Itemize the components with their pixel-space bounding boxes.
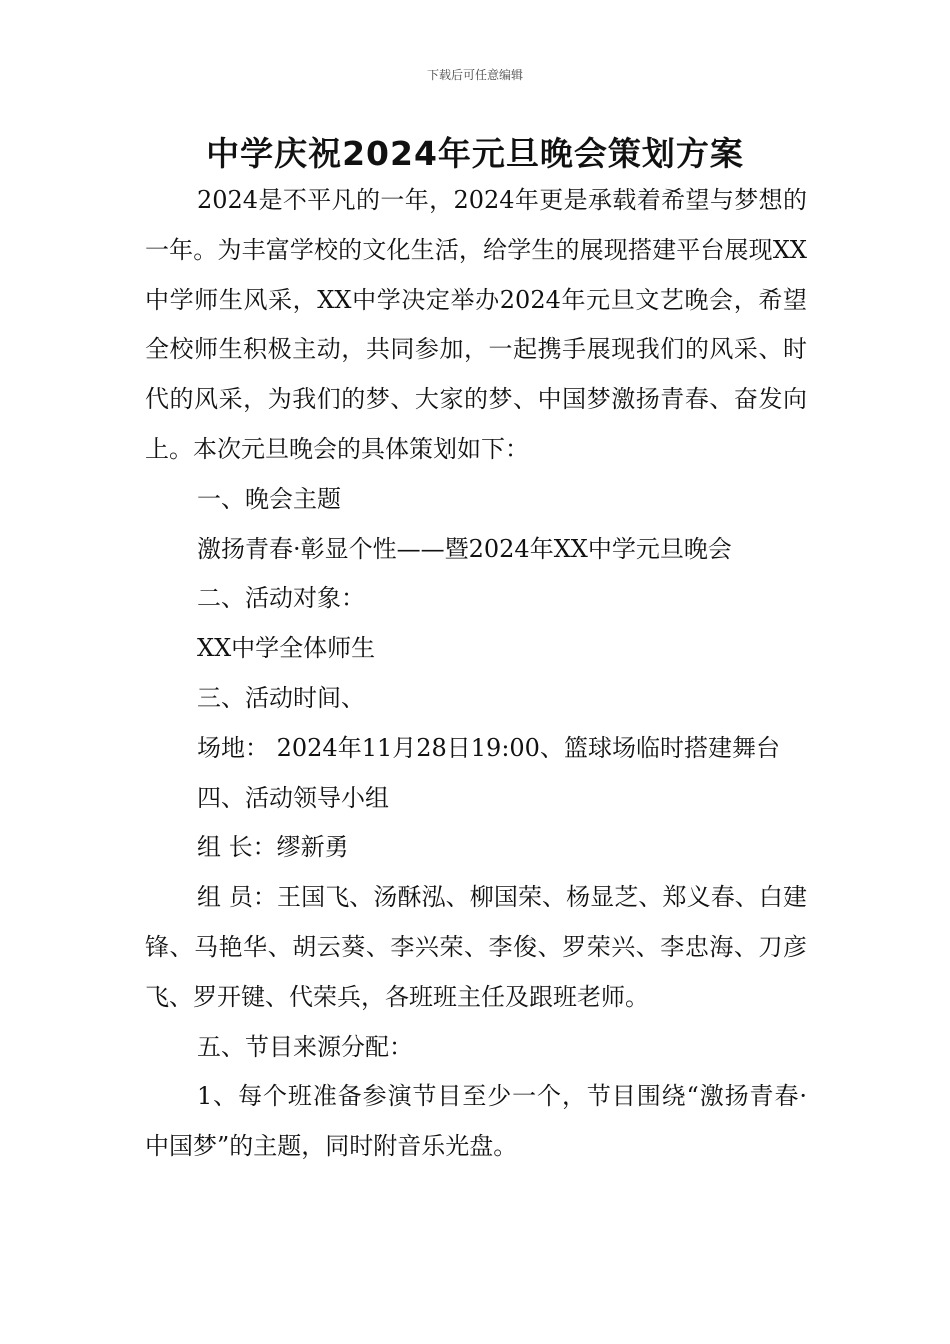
section-heading-programs: 五、节目来源分配： <box>197 1032 413 1061</box>
section-heading-theme: 一、晚会主题 <box>197 484 341 513</box>
header-note: 下载后可任意编辑 <box>426 68 523 82</box>
theme-text: 激扬青春·彰显个性——暨2024年XX中学元旦晚会 <box>197 534 732 563</box>
time-venue-text: 场地： 2024年11月28日19:00、篮球场临时搭建舞台 <box>197 733 780 762</box>
document-title: 中学庆祝2024年元旦晚会策划方案 <box>206 134 744 173</box>
intro-paragraph: 2024是不平凡的一年，2024年更是承载着希望与梦想的一年。为丰富学校的文化生活，给学生的展现搭建平台展现XX中学师生风采，XX中学决定举办2024年元旦文艺晚会，希望全校师生积极主动，共同参加，一起携手展现我们的风采、时代的风采，为我们的梦、大家的梦、中国梦激扬青春、奋发向上。本次元旦晚会的具体策划如下： <box>145 186 807 463</box>
section-heading-time: 三、活动时间、 <box>197 683 365 712</box>
program-item-1: 1、每个班准备参演节目至少一个，节目围绕“激扬青春·中国梦”的主题，同时附音乐光盘。 <box>145 1082 807 1161</box>
leader-text: 组 长：缪新勇 <box>197 833 349 862</box>
members-text: 组 员：王国飞、汤酥泓、柳国荣、杨显芝、郑义春、白建锋、马艳华、胡云葵、李兴荣、李俊、罗荣兴、李忠海、刀彦飞、罗开键、代荣兵，各班班主任及跟班老师。 <box>145 883 807 1011</box>
section-heading-audience: 二、活动对象： <box>197 584 365 613</box>
section-heading-leadership: 四、活动领导小组 <box>197 783 389 812</box>
audience-text: XX中学全体师生 <box>197 634 376 663</box>
document-body <box>145 176 807 1172</box>
